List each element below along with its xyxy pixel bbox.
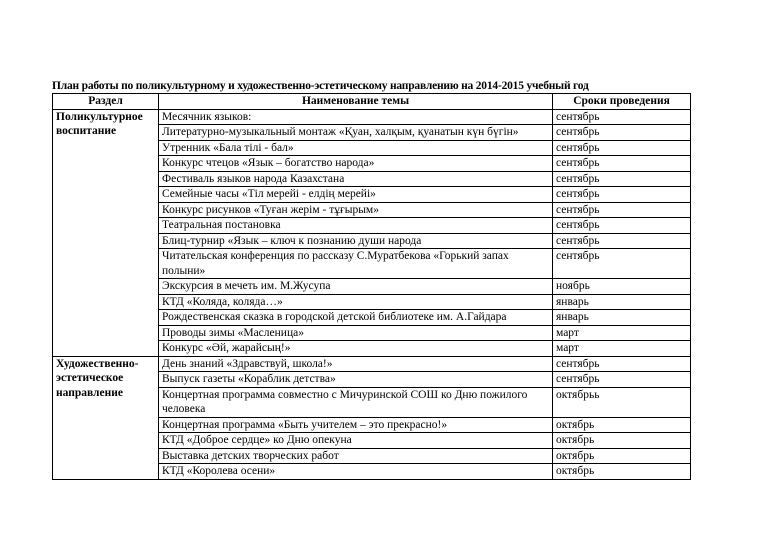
date-cell: октябрь	[553, 433, 691, 449]
date-cell: сентябрь	[553, 202, 691, 218]
date-cell: сентябрь	[553, 356, 691, 372]
topic-cell: Конкурс чтецов «Язык – богатство народа»	[159, 156, 553, 172]
header-topic: Наименование темы	[159, 94, 553, 110]
topic-cell: КТД «Королева осени»	[159, 464, 553, 480]
date-cell: сентябрь	[553, 249, 691, 279]
date-cell: март	[553, 325, 691, 341]
topic-cell: День знаний «Здравствуй, школа!»	[159, 356, 553, 372]
topic-cell: Выставка детских творческих работ	[159, 448, 553, 464]
date-cell: январь	[553, 310, 691, 326]
date-cell: январь	[553, 294, 691, 310]
header-dates: Сроки проведения	[553, 94, 691, 110]
date-cell: октябрьь	[553, 387, 691, 417]
topic-cell: Выпуск газеты «Кораблик детства»	[159, 372, 553, 388]
table-row	[53, 109, 691, 125]
date-cell: сентябрь	[553, 140, 691, 156]
table-row	[53, 356, 691, 372]
date-cell: сентябрь	[553, 125, 691, 141]
topic-cell: Семейные часы «Тіл мерейі - елдің мерейі»	[159, 187, 553, 203]
section-cell: Художественно-эстетическое направление	[53, 356, 159, 479]
date-cell: сентябрь	[553, 372, 691, 388]
date-cell: сентябрь	[553, 187, 691, 203]
topic-cell: Концертная программа «Быть учителем – это прекрасно!»	[159, 417, 553, 433]
topic-cell: Экскурсия в мечеть им. М.Жусупа	[159, 279, 553, 295]
topic-cell: Фестиваль языков народа Казахстана	[159, 171, 553, 187]
topic-cell: КТД «Доброе сердце» ко Дню опекуна	[159, 433, 553, 449]
topic-cell: Проводы зимы «Масленица»	[159, 325, 553, 341]
topic-cell: Театральная постановка	[159, 218, 553, 234]
topic-cell: Конкурс «Әй, жарайсың!»	[159, 341, 553, 357]
date-cell: сентябрь	[553, 171, 691, 187]
date-cell: сентябрь	[553, 218, 691, 234]
section-cell: Поликультурное воспитание	[53, 109, 159, 356]
date-cell: ноябрь	[553, 279, 691, 295]
date-cell: сентябрь	[553, 156, 691, 172]
topic-cell: Месячник языков:	[159, 109, 553, 125]
date-cell: октябрь	[553, 448, 691, 464]
topic-cell: Утренник «Бала тілі - бал»	[159, 140, 553, 156]
topic-cell: Литературно-музыкальный монтаж «Қуан, халқым, қуанатын күн бүгін»	[159, 125, 553, 141]
topic-cell: Рождественская сказка в городской детской библиотеке им. А.Гайдара	[159, 310, 553, 326]
topic-cell: Концертная программа совместно с Мичуринской СОШ ко Дню пожилого человека	[159, 387, 553, 417]
header-section: Раздел	[53, 94, 159, 110]
date-cell: март	[553, 341, 691, 357]
topic-cell: Читательская конференция по рассказу С.Муратбекова «Горький запах полыни»	[159, 249, 553, 279]
date-cell: сентябрь	[553, 233, 691, 249]
topic-cell: КТД «Коляда, коляда…»	[159, 294, 553, 310]
topic-cell: Конкурс рисунков «Туған жерім - тұғырым»	[159, 202, 553, 218]
date-cell: октябрь	[553, 464, 691, 480]
table-header-row	[53, 94, 691, 110]
topic-cell: Блиц-турнир «Язык – ключ к познанию души народа	[159, 233, 553, 249]
plan-table	[52, 93, 691, 480]
date-cell: октябрь	[553, 417, 691, 433]
document-title: План работы по поликультурному и художественно-эстетическому направлению на 2014-2015 учебный год	[52, 80, 589, 92]
date-cell: сентябрь	[553, 109, 691, 125]
